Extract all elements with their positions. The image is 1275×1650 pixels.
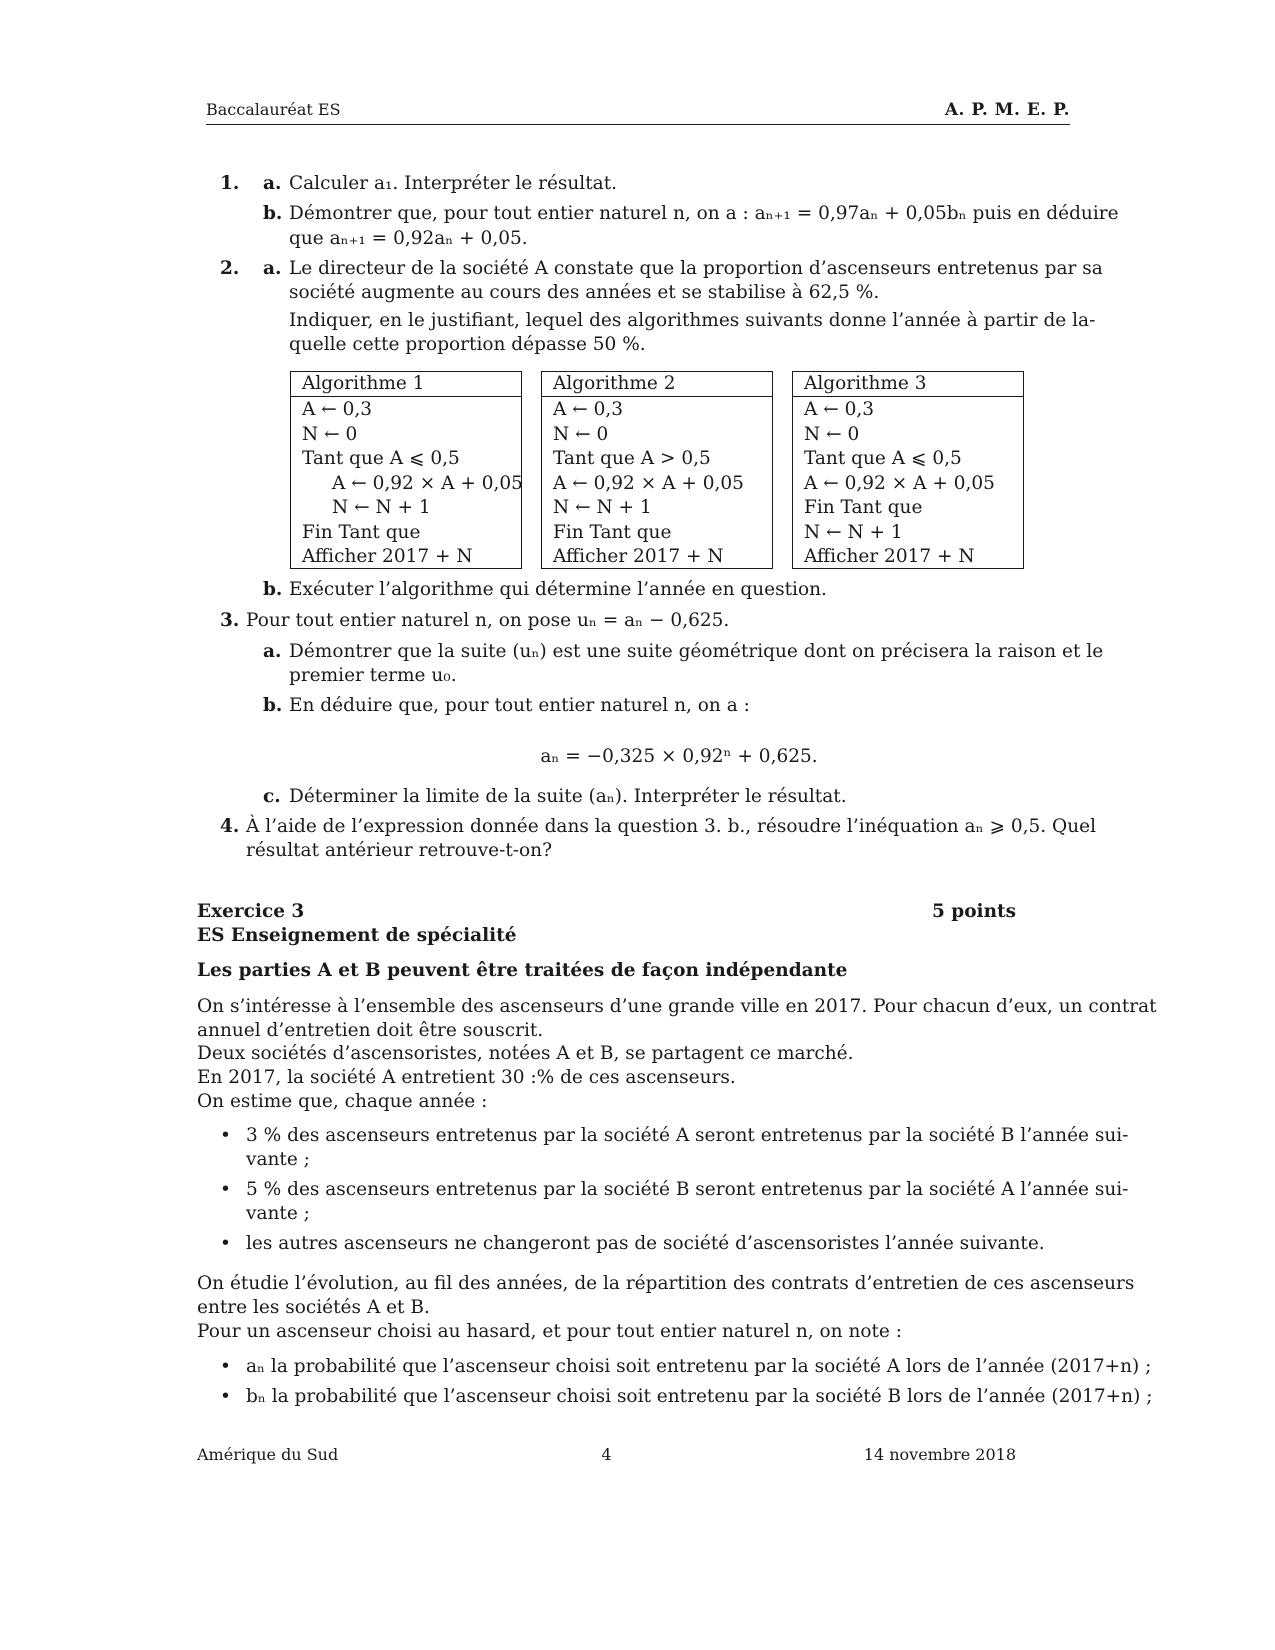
exercise-paragraph: On s’intéresse à l’ensemble des ascenseurs d’une grande ville en 2017. Pour chacun d’eux, un contrat bbox=[197, 996, 1157, 1017]
algorithm-2-line: Afficher 2017 + N bbox=[553, 546, 724, 567]
algorithm-1-line: Tant que A ⩽ 0,5 bbox=[302, 448, 460, 469]
algorithm-2-line: N ← 0 bbox=[553, 423, 609, 445]
bullet-text: aₙ la probabilité que l’ascenseur choisi soit entretenu par la société A lors de l’année (2017+n) ; bbox=[246, 1356, 1152, 1377]
q3a-line1: Démontrer que la suite (uₙ) est une suite géométrique dont on précisera la raison et le bbox=[289, 641, 1104, 662]
exercise-paragraph: On estime que, chaque année : bbox=[197, 1091, 488, 1112]
algorithm-2-line: Fin Tant que bbox=[553, 521, 672, 543]
exercise-subtitle: ES Enseignement de spécialité bbox=[197, 925, 517, 946]
algorithm-2-title: Algorithme 2 bbox=[542, 372, 772, 397]
q2-number: 2. bbox=[220, 258, 240, 279]
algorithm-3-line: N ← N + 1 bbox=[804, 521, 903, 543]
algorithm-3-title: Algorithme 3 bbox=[793, 372, 1023, 397]
q1-number: 1. bbox=[220, 173, 240, 194]
exercise-paragraph: On étudie l’évolution, au fil des années, de la répartition des contrats d’entretien de ces ascenseurs bbox=[197, 1273, 1135, 1294]
algorithm-3-line: Afficher 2017 + N bbox=[804, 546, 975, 567]
q2b-label: b. bbox=[263, 579, 283, 600]
bullet-text: vante ; bbox=[246, 1203, 310, 1224]
algorithm-3-line: A ← 0,92 × A + 0,05 bbox=[804, 472, 995, 494]
footer-right: 14 novembre 2018 bbox=[863, 1445, 1016, 1464]
q4-number: 4. bbox=[220, 816, 240, 837]
header-right: A. P. M. E. P. bbox=[944, 100, 1070, 120]
q4-line2: résultat antérieur retrouve-t-on? bbox=[246, 840, 552, 861]
q3a-label: a. bbox=[263, 641, 282, 662]
exercise-title: Exercice 3 bbox=[197, 901, 305, 922]
exercise-paragraph: entre les sociétés A et B. bbox=[197, 1297, 430, 1318]
exercise-paragraph: En 2017, la société A entretient 30 :% de ces ascenseurs. bbox=[197, 1067, 736, 1088]
algorithm-1-line: A ← 0,92 × A + 0,05 bbox=[332, 472, 523, 494]
bullet-text: 5 % des ascenseurs entretenus par la société B seront entretenus par la société A l’année sui- bbox=[246, 1179, 1129, 1200]
q3c-text: Déterminer la limite de la suite (aₙ). Interpréter le résultat. bbox=[289, 786, 847, 807]
algorithm-1-line: A ← 0,3 bbox=[302, 399, 373, 420]
algorithm-3-line: Tant que A ⩽ 0,5 bbox=[804, 448, 962, 469]
algorithm-3-line: N ← 0 bbox=[804, 423, 860, 445]
algorithm-1-line: Fin Tant que bbox=[302, 521, 421, 543]
algorithm-2-line: N ← N + 1 bbox=[553, 497, 652, 518]
bullet-icon: • bbox=[220, 1179, 231, 1200]
q1a-text: Calculer a₁. Interpréter le résultat. bbox=[289, 173, 618, 194]
algorithm-1-line: N ← N + 1 bbox=[332, 497, 431, 518]
exercise-paragraph: Deux sociétés d’ascensoristes, notées A et B, se partagent ce marché. bbox=[197, 1043, 854, 1064]
algorithm-2-line: A ← 0,3 bbox=[553, 399, 624, 420]
bullet-text: les autres ascenseurs ne changeront pas de société d’ascensoristes l’année suivante. bbox=[246, 1233, 1045, 1254]
q2b-text: Exécuter l’algorithme qui détermine l’année en question. bbox=[289, 579, 827, 600]
exercise-parts-note: Les parties A et B peuvent être traitées de façon indépendante bbox=[197, 960, 848, 981]
algorithm-3-line: A ← 0,3 bbox=[804, 399, 875, 420]
page-header bbox=[206, 98, 1070, 125]
q2a-line3: Indiquer, en le justifiant, lequel des algorithmes suivants donne l’année à partir de la- bbox=[289, 310, 1096, 331]
algorithm-1-title: Algorithme 1 bbox=[291, 372, 521, 397]
q1b-label: b. bbox=[263, 203, 283, 224]
q3a-line2: premier terme u₀. bbox=[289, 665, 457, 686]
q3-number: 3. bbox=[220, 610, 240, 631]
algorithm-1-box bbox=[290, 371, 522, 569]
q3b-label: b. bbox=[263, 695, 283, 716]
exercise-paragraph: annuel d’entretien doit être souscrit. bbox=[197, 1020, 544, 1041]
algorithm-1-line: N ← 0 bbox=[302, 423, 358, 445]
q1b-line2: que aₙ₊₁ = 0,92aₙ + 0,05. bbox=[289, 228, 528, 249]
bullet-text: vante ; bbox=[246, 1149, 310, 1170]
bullet-icon: • bbox=[220, 1233, 231, 1254]
algorithm-2-line: Tant que A > 0,5 bbox=[553, 448, 711, 469]
bullet-icon: • bbox=[220, 1125, 231, 1146]
algorithm-2-box bbox=[541, 371, 773, 569]
bullet-icon: • bbox=[220, 1356, 231, 1377]
algorithm-3-line: Fin Tant que bbox=[804, 497, 923, 518]
q3-intro: Pour tout entier naturel n, on pose uₙ = aₙ − 0,625. bbox=[246, 610, 730, 631]
footer-left: Amérique du Sud bbox=[197, 1445, 339, 1464]
algorithm-2-line: A ← 0,92 × A + 0,05 bbox=[553, 472, 744, 494]
q3b-formula: aₙ = −0,325 × 0,92ⁿ + 0,625. bbox=[540, 746, 818, 767]
q2a-label: a. bbox=[263, 258, 282, 279]
q4-line1: À l’aide de l’expression donnée dans la question 3. b., résoudre l’inéquation aₙ ⩾ 0,5. Quel bbox=[246, 816, 1096, 837]
bullet-text: 3 % des ascenseurs entretenus par la société A seront entretenus par la société B l’année sui- bbox=[246, 1125, 1129, 1146]
header-left: Baccalauréat ES bbox=[206, 100, 341, 119]
algorithm-3-box bbox=[792, 371, 1024, 569]
q3b-text: En déduire que, pour tout entier naturel n, on a : bbox=[289, 695, 750, 716]
q2a-line4: quelle cette proportion dépasse 50 %. bbox=[289, 334, 646, 355]
bullet-icon: • bbox=[220, 1386, 231, 1407]
bullet-text: bₙ la probabilité que l’ascenseur choisi soit entretenu par la société B lors de l’année (2017+n) ; bbox=[246, 1386, 1153, 1407]
q2a-line1: Le directeur de la société A constate que la proportion d’ascenseurs entretenus par sa bbox=[289, 258, 1103, 279]
q1a-label: a. bbox=[263, 173, 282, 194]
q3c-label: c. bbox=[263, 786, 281, 807]
page-number: 4 bbox=[601, 1445, 612, 1464]
exercise-paragraph: Pour un ascenseur choisi au hasard, et pour tout entier naturel n, on note : bbox=[197, 1321, 902, 1342]
algorithm-1-line: Afficher 2017 + N bbox=[302, 546, 473, 567]
exercise-points: 5 points bbox=[931, 901, 1016, 922]
q2a-line2: société augmente au cours des années et se stabilise à 62,5 %. bbox=[289, 282, 880, 303]
q1b-line1: Démontrer que, pour tout entier naturel n, on a : aₙ₊₁ = 0,97aₙ + 0,05bₙ puis en déduire bbox=[289, 203, 1119, 224]
